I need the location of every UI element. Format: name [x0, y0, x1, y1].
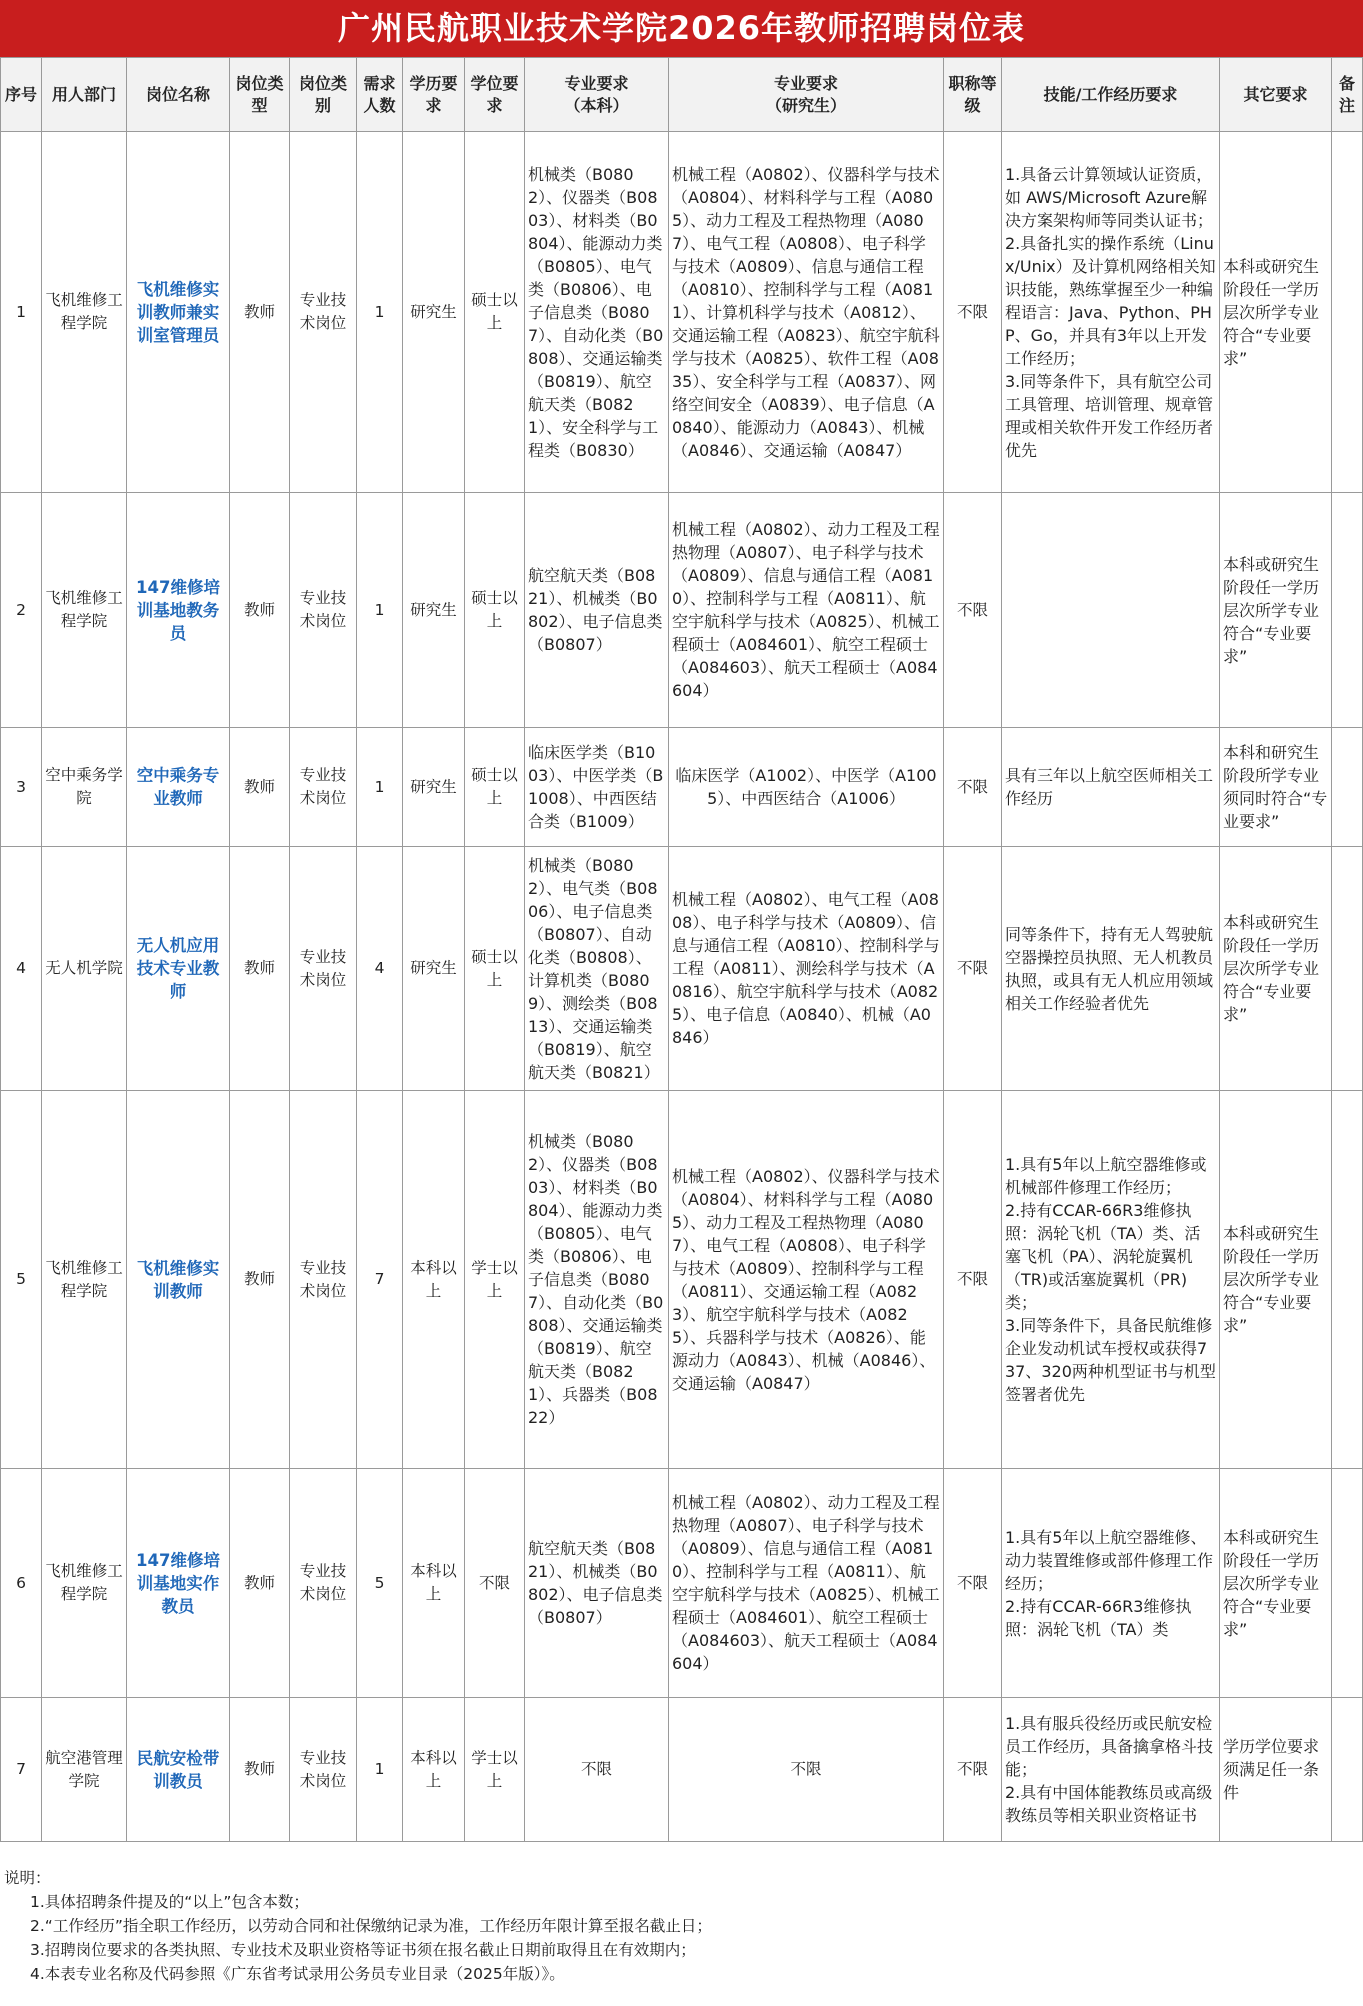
- cell-edu: 研究生: [403, 847, 465, 1091]
- cell-count: 1: [357, 728, 403, 847]
- cell-other: 学历学位要求须满足任一条件: [1220, 1698, 1332, 1842]
- cell-dept: 航空港管理学院: [42, 1698, 127, 1842]
- note-item: 2.“工作经历”指全职工作经历，以劳动合同和社保缴纳记录为准，工作经历年限计算至报名截止日；: [30, 1917, 712, 1935]
- cell-type: 教师: [230, 1469, 290, 1698]
- cell-other: 本科或研究生阶段任一学历层次所学专业符合“专业要求”: [1220, 132, 1332, 493]
- table-row: [1, 132, 1363, 493]
- cell-category: 专业技术岗位: [290, 1698, 357, 1842]
- cell-skills: 1.具备云计算领域认证资质，如 AWS/Microsoft Azure解决方案架构师等同类认证书； 2.具备扎实的操作系统（Linux/Unix）及计算机网络相关知识技能，熟练掌握至少一种编程语言：Java、Python、PHP、Go，并具有3年以上开发工作经历； 3.同等条件下，具有航空公司工具管理、培训管理、规章管理或相关软件开发工作经历者优先: [1002, 132, 1220, 493]
- cell-remark: [1332, 1469, 1363, 1698]
- cell-title-level: 不限: [944, 132, 1002, 493]
- cell-post-name: 147维修培训基地实作教员: [127, 1469, 230, 1698]
- cell-major-ug: 临床医学类（B1003）、中医学类（B1008）、中西医结合类（B1009）: [525, 728, 669, 847]
- cell-major-pg: 临床医学（A1002）、中医学（A1005）、中西医结合（A1006）: [669, 728, 944, 847]
- cell-post-name: 空中乘务专业教师: [127, 728, 230, 847]
- cell-title-level: 不限: [944, 1469, 1002, 1698]
- cell-type: 教师: [230, 1698, 290, 1842]
- cell-category: 专业技术岗位: [290, 728, 357, 847]
- table-row: [1, 1698, 1363, 1842]
- cell-post-name: 飞机维修实训教师兼实训室管理员: [127, 132, 230, 493]
- cell-count: 7: [357, 1091, 403, 1469]
- cell-post-name: 无人机应用技术专业教师: [127, 847, 230, 1091]
- cell-seq: 6: [1, 1469, 42, 1698]
- cell-type: 教师: [230, 728, 290, 847]
- header-major-pg: 专业要求 （研究生）: [669, 58, 944, 132]
- cell-skills: 1.具有5年以上航空器维修、动力装置维修或部件修理工作经历； 2.持有CCAR-66R3维修执照：涡轮飞机（TA）类: [1002, 1469, 1220, 1698]
- cell-seq: 4: [1, 847, 42, 1091]
- cell-title-level: 不限: [944, 1091, 1002, 1469]
- header-title-level: 职称等级: [944, 58, 1002, 132]
- header-edu: 学历要求: [403, 58, 465, 132]
- cell-dept: 飞机维修工程学院: [42, 1469, 127, 1698]
- cell-degree: 硕士以上: [465, 847, 525, 1091]
- major-ug-text: 机械类（B0802）、电气类（B0806）、电子信息类（B0807）、自动化类（B0808）、计算机类（B0809）、测绘类（B0813）、交通运输类（B0819）、航空航天类（B0821）: [528, 855, 660, 1082]
- cell-skills: 同等条件下，持有无人驾驶航空器操控员执照、无人机教员执照，或具有无人机应用领域相关工作经验者优先: [1002, 847, 1220, 1091]
- table-row: [1, 728, 1363, 847]
- cell-category: 专业技术岗位: [290, 847, 357, 1091]
- cell-category: 专业技术岗位: [290, 1091, 357, 1469]
- cell-remark: [1332, 493, 1363, 728]
- recruitment-table: [0, 57, 1363, 1842]
- cell-count: 1: [357, 132, 403, 493]
- cell-other: 本科或研究生阶段任一学历层次所学专业符合“专业要求”: [1220, 847, 1332, 1091]
- table-row: [1, 1469, 1363, 1698]
- cell-count: 1: [357, 493, 403, 728]
- cell-count: 1: [357, 1698, 403, 1842]
- cell-skills: 具有三年以上航空医师相关工作经历: [1002, 728, 1220, 847]
- notes-title: 说明：: [4, 1869, 51, 1887]
- cell-degree: 硕士以上: [465, 132, 525, 493]
- cell-dept: 无人机学院: [42, 847, 127, 1091]
- header-other: 其它要求: [1220, 58, 1332, 132]
- header-post: 岗位名称: [127, 58, 230, 132]
- cell-seq: 7: [1, 1698, 42, 1842]
- page-title: 广州民航职业技术学院2026年教师招聘岗位表: [0, 0, 1363, 57]
- cell-major-ug: 机械类（B0802）、仪器类（B0803）、材料类（B0804）、能源动力类（B0805）、电气类（B0806）、电子信息类（B0807）、自动化类（B0808）、交通运输类（B0819）、航空航天类（B0821）、安全科学与工程类（B0830）: [525, 132, 669, 493]
- cell-edu: 本科以上: [403, 1698, 465, 1842]
- cell-seq: 5: [1, 1091, 42, 1469]
- cell-remark: [1332, 728, 1363, 847]
- cell-post-name: 飞机维修实训教师: [127, 1091, 230, 1469]
- cell-major-pg: 机械工程（A0802）、电气工程（A0808）、电子科学与技术（A0809）、信息与通信工程（A0810）、控制科学与工程（A0811）、测绘科学与技术（A0816）、航空宇航科学与技术（A0825）、电子信息（A0840）、机械（A0846）: [669, 847, 944, 1091]
- cell-type: 教师: [230, 847, 290, 1091]
- cell-category: 专业技术岗位: [290, 1469, 357, 1698]
- cell-major-pg: 机械工程（A0802）、仪器科学与技术（A0804）、材料科学与工程（A0805）、动力工程及工程热物理（A0807）、电气工程（A0808）、电子科学与技术（A0809）、信息与通信工程（A0810）、控制科学与工程（A0811）、计算机科学与技术（A0812）、交通运输工程（A0823）、航空宇航科学与技术（A0825）、软件工程（A0835）、安全科学与工程（A0837）、网络空间安全（A0839）、电子信息（A0840）、能源动力（A0843）、机械（A0846）、交通运输（A0847）: [669, 132, 944, 493]
- cell-seq: 3: [1, 728, 42, 847]
- cell-major-pg: 机械工程（A0802）、动力工程及工程热物理（A0807）、电子科学与技术（A0809）、信息与通信工程（A0810）、控制科学与工程（A0811）、航空宇航科学与技术（A0825）、机械工程硕士（A084601）、航空工程硕士（A084603）、航天工程硕士（A084604）: [669, 1469, 944, 1698]
- cell-edu: 研究生: [403, 132, 465, 493]
- cell-major-ug: 航空航天类（B0821）、机械类（B0802）、电子信息类（B0807）: [525, 493, 669, 728]
- header-dept: 用人部门: [42, 58, 127, 132]
- recruitment-table-wrapper: [0, 57, 1363, 1842]
- header-category: 岗位类别: [290, 58, 357, 132]
- cell-major-ug: 不限: [525, 1698, 669, 1842]
- cell-major-ug: 机械类（B0802）、仪器类（B0803）、材料类（B0804）、能源动力类（B0805）、电气类（B0806）、电子信息类（B0807）、自动化类（B0808）、交通运输类（B0819）、航空航天类（B0821）、兵器类（B0822）: [525, 1091, 669, 1469]
- cell-other: 本科或研究生阶段任一学历层次所学专业符合“专业要求”: [1220, 493, 1332, 728]
- cell-title-level: 不限: [944, 728, 1002, 847]
- cell-major-ug: 航空航天类（B0821）、机械类（B0802）、电子信息类（B0807）: [525, 1469, 669, 1698]
- cell-type: 教师: [230, 1091, 290, 1469]
- cell-title-level: 不限: [944, 493, 1002, 728]
- cell-count: 5: [357, 1469, 403, 1698]
- cell-skills: 1.具有5年以上航空器维修或机械部件修理工作经历； 2.持有CCAR-66R3维修执照：涡轮飞机（TA）类、活塞飞机（PA）、涡轮旋翼机（TR)或活塞旋翼机（PR)类； 3.同等条件下，具备民航维修企业发动机试车授权或获得737、320两种机型证书与机型签署者优先: [1002, 1091, 1220, 1469]
- note-item: 1.具体招聘条件提及的“以上”包含本数；: [30, 1893, 309, 1911]
- header-count: 需求人数: [357, 58, 403, 132]
- cell-dept: 飞机维修工程学院: [42, 1091, 127, 1469]
- cell-dept: 空中乘务学院: [42, 728, 127, 847]
- cell-degree: 不限: [465, 1469, 525, 1698]
- cell-degree: 硕士以上: [465, 493, 525, 728]
- cell-type: 教师: [230, 132, 290, 493]
- header-type: 岗位类型: [230, 58, 290, 132]
- cell-post-name: 147维修培训基地教务员: [127, 493, 230, 728]
- cell-degree: 学士以上: [465, 1698, 525, 1842]
- cell-count: 4: [357, 847, 403, 1091]
- cell-other: 本科或研究生阶段任一学历层次所学专业符合“专业要求”: [1220, 1091, 1332, 1469]
- cell-remark: [1332, 1091, 1363, 1469]
- cell-category: 专业技术岗位: [290, 132, 357, 493]
- cell-edu: 本科以上: [403, 1469, 465, 1698]
- note-item: 3.招聘岗位要求的各类执照、专业技术及职业资格等证书须在报名截止日期前取得且在有效期内；: [30, 1941, 696, 1959]
- header-seq: 序号: [1, 58, 42, 132]
- cell-post-name: 民航安检带训教员: [127, 1698, 230, 1842]
- cell-other: 本科或研究生阶段任一学历层次所学专业符合“专业要求”: [1220, 1469, 1332, 1698]
- table-header-row: [1, 58, 1363, 132]
- cell-major-pg: 机械工程（A0802）、动力工程及工程热物理（A0807）、电子科学与技术（A0809）、信息与通信工程（A0810）、控制科学与工程（A0811）、航空宇航科学与技术（A0825）、机械工程硕士（A084601）、航空工程硕士（A084603）、航天工程硕士（A084604）: [669, 493, 944, 728]
- cell-skills: [1002, 493, 1220, 728]
- cell-title-level: 不限: [944, 847, 1002, 1091]
- cell-edu: 研究生: [403, 493, 465, 728]
- cell-title-level: 不限: [944, 1698, 1002, 1842]
- table-row: [1, 847, 1363, 1091]
- cell-remark: [1332, 132, 1363, 493]
- cell-remark: [1332, 1698, 1363, 1842]
- cell-degree: 硕士以上: [465, 728, 525, 847]
- header-degree: 学位要求: [465, 58, 525, 132]
- table-row: [1, 1091, 1363, 1469]
- cell-type: 教师: [230, 493, 290, 728]
- header-major-ug: 专业要求 （本科）: [525, 58, 669, 132]
- notes-section: [0, 1866, 1363, 1986]
- note-item: 4.本表专业名称及代码参照《广东省考试录用公务员专业目录（2025年版）》。: [30, 1965, 565, 1983]
- table-row: [1, 493, 1363, 728]
- cell-seq: 2: [1, 493, 42, 728]
- cell-category: 专业技术岗位: [290, 493, 357, 728]
- cell-seq: 1: [1, 132, 42, 493]
- cell-dept: 飞机维修工程学院: [42, 132, 127, 493]
- cell-other: 本科和研究生阶段所学专业须同时符合“专业要求”: [1220, 728, 1332, 847]
- cell-remark: [1332, 847, 1363, 1091]
- cell-skills: 1.具有服兵役经历或民航安检员工作经历，具备擒拿格斗技能； 2.具有中国体能教练员或高级教练员等相关职业资格证书: [1002, 1698, 1220, 1842]
- cell-major-pg: 机械工程（A0802）、仪器科学与技术（A0804）、材料科学与工程（A0805）、动力工程及工程热物理（A0807）、电气工程（A0808）、电子科学与技术（A0809）、控制科学与工程（A0811）、交通运输工程（A0823）、航空宇航科学与技术（A0825）、兵器科学与技术（A0826）、能源动力（A0843）、机械（A0846）、交通运输（A0847）: [669, 1091, 944, 1469]
- cell-major-pg: 不限: [669, 1698, 944, 1842]
- cell-major-ug: [525, 847, 669, 1091]
- cell-edu: 研究生: [403, 728, 465, 847]
- cell-degree: 学士以上: [465, 1091, 525, 1469]
- cell-edu: 本科以上: [403, 1091, 465, 1469]
- header-remark: 备注: [1332, 58, 1363, 132]
- header-skills: 技能/工作经历要求: [1002, 58, 1220, 132]
- cell-dept: 飞机维修工程学院: [42, 493, 127, 728]
